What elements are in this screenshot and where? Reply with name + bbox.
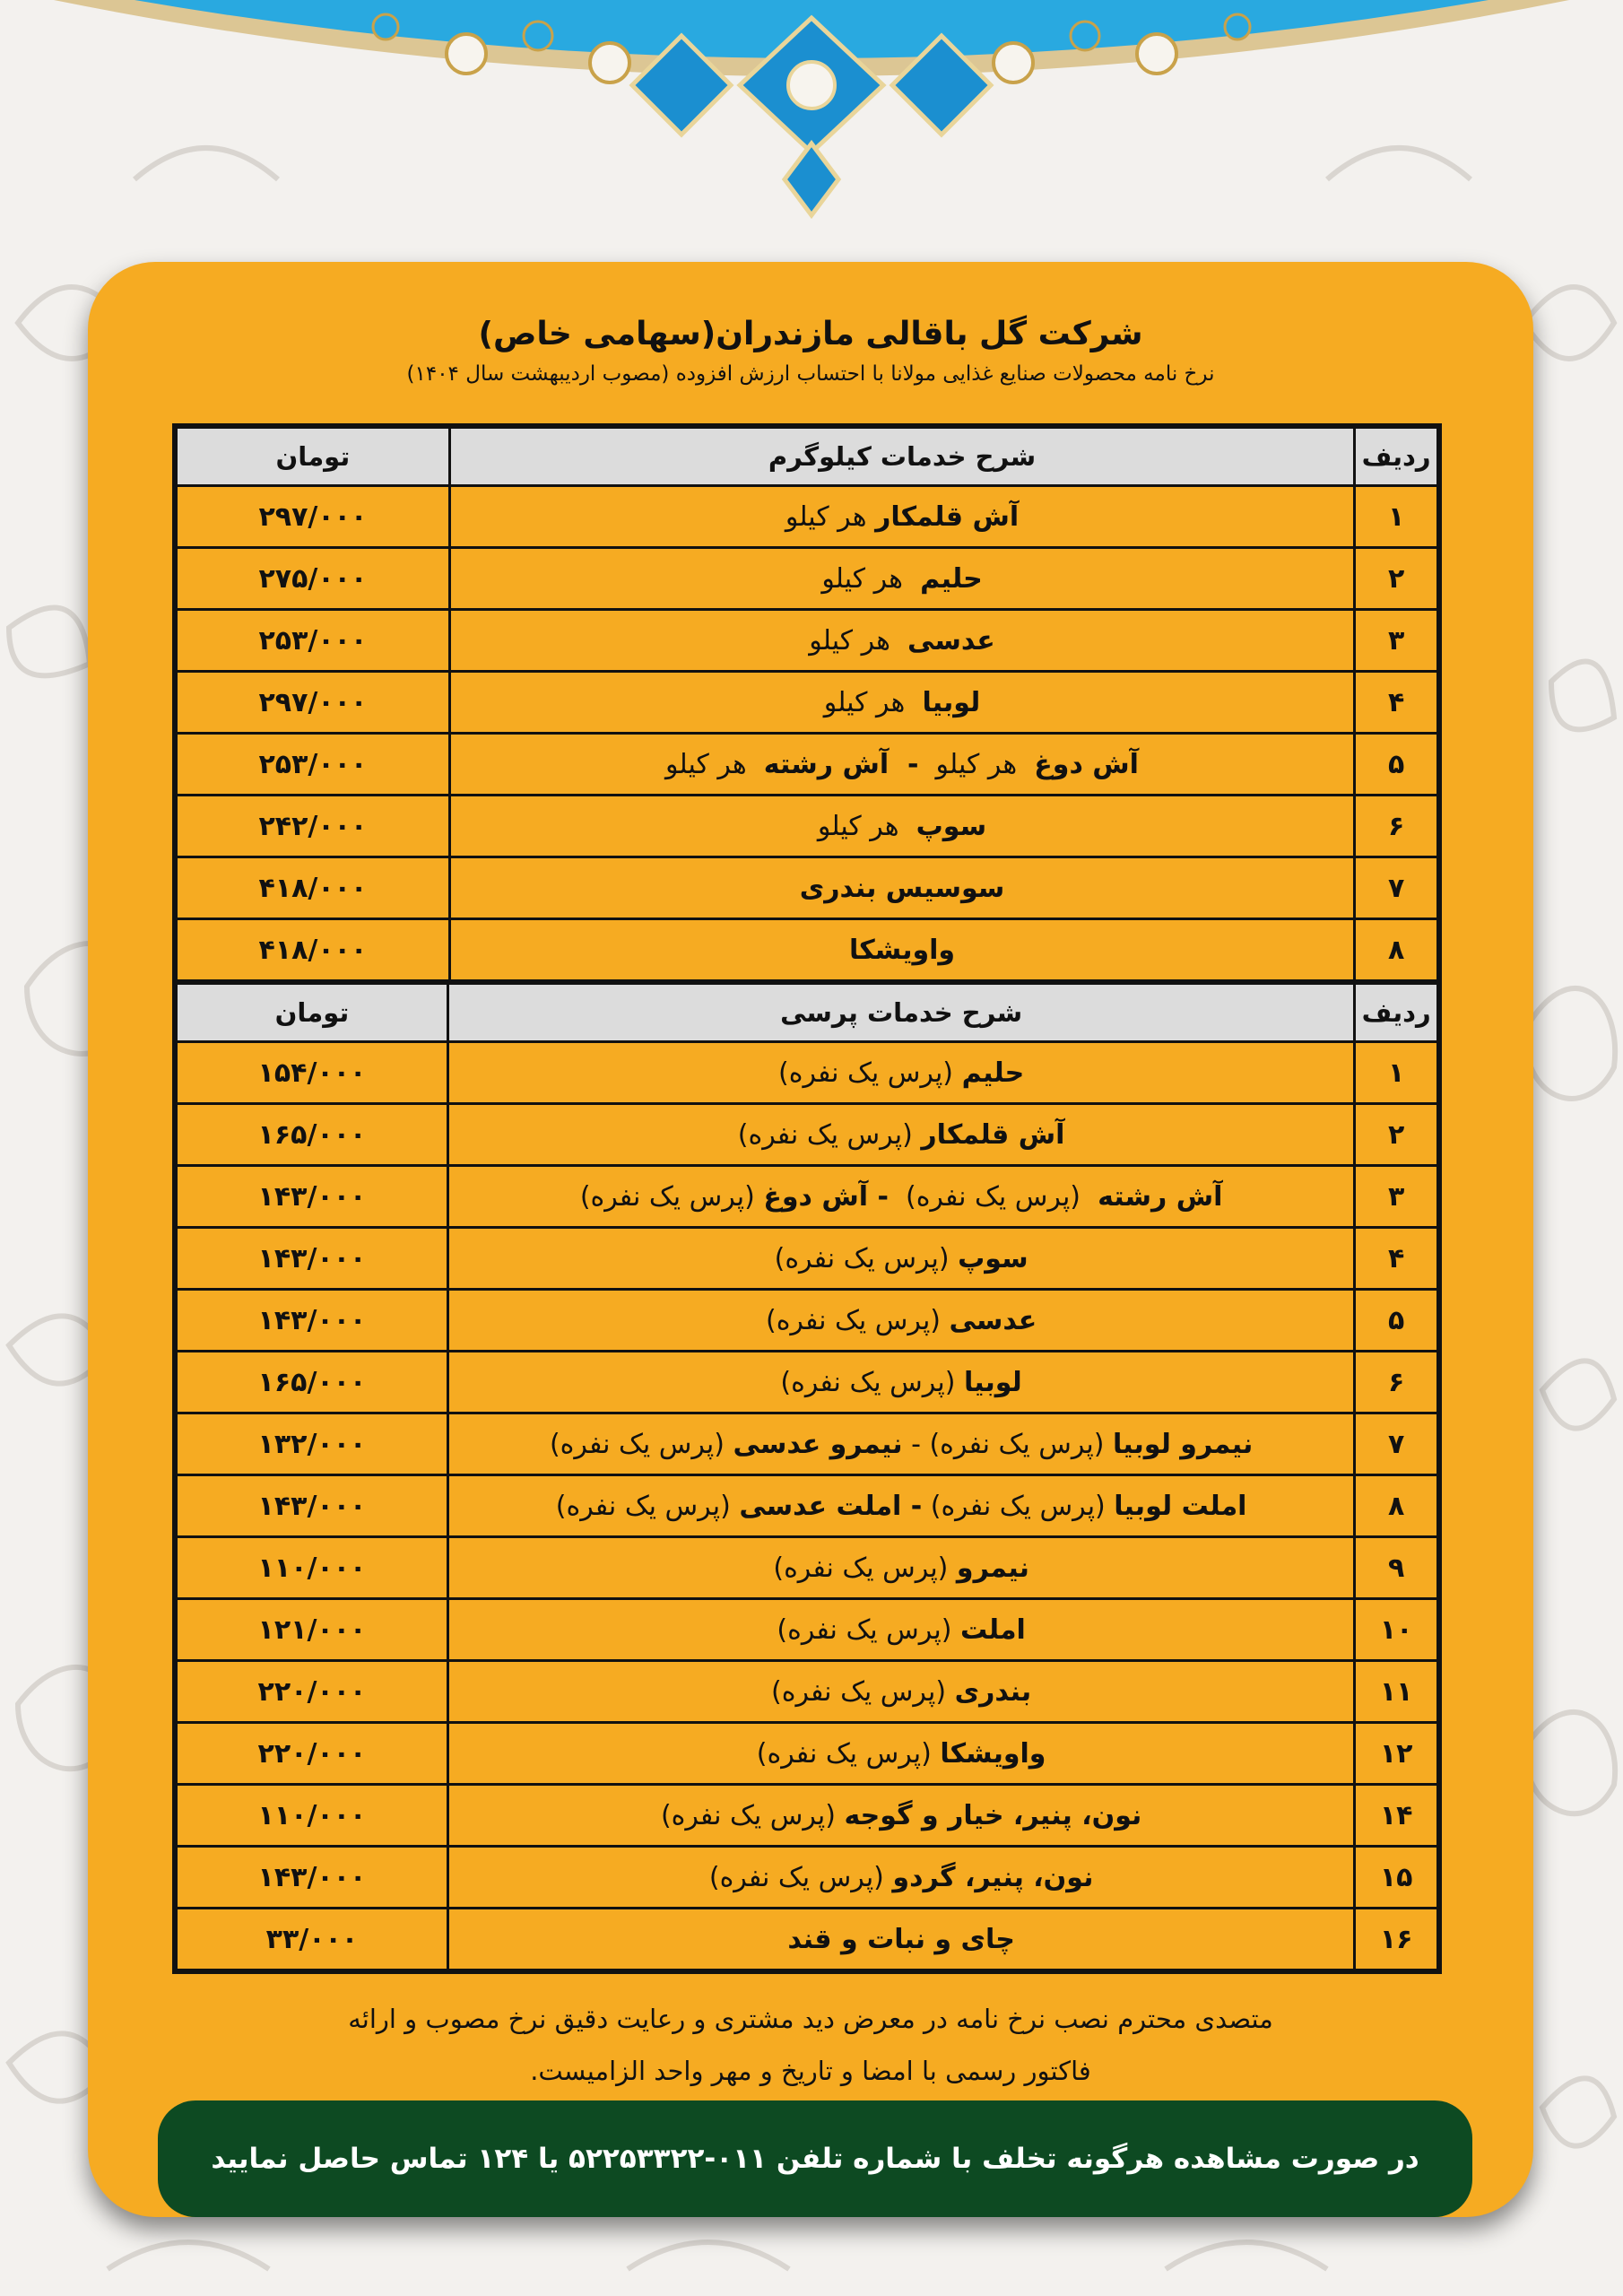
- item-description: [449, 796, 1354, 857]
- item-name: لوبیا: [963, 1366, 1022, 1398]
- item-name: نیمرو عدسی: [733, 1428, 903, 1460]
- item-name: بندری: [954, 1675, 1032, 1708]
- row-number: ۳: [1355, 1166, 1439, 1228]
- item-description: [447, 1537, 1355, 1599]
- item-name: سوپ: [916, 810, 987, 842]
- item-name: چای و نبات و قند: [787, 1923, 1015, 1955]
- item-price: ۱۲۱/۰۰۰: [175, 1599, 447, 1661]
- item-price: ۳۳/۰۰۰: [175, 1909, 447, 1972]
- header-row-number: ردیف: [1355, 982, 1439, 1042]
- item-description: [447, 1042, 1355, 1104]
- row-number: ۱۲: [1355, 1723, 1439, 1785]
- company-title: شرکت گل باقالی مازندران(سهامی خاص): [478, 316, 1143, 352]
- row-number: ۱: [1355, 1042, 1439, 1104]
- price-list-card: [88, 262, 1533, 2217]
- item-description: [449, 734, 1354, 796]
- row-number: ۹: [1355, 1537, 1439, 1599]
- notice-line-2: فاکتور رسمی با امضا و تاریخ و مهر واحد الزامیست.: [530, 2056, 1091, 2086]
- item-price: ۲۲۰/۰۰۰: [175, 1723, 447, 1785]
- row-number: ۵: [1355, 734, 1439, 796]
- item-name: حلیم: [920, 562, 983, 595]
- item-name: سوپ: [958, 1242, 1028, 1274]
- item-unit: (پرس یک نفره): [771, 1675, 955, 1708]
- item-unit: (پرس یک نفره): [766, 1304, 950, 1336]
- item-description: [447, 1104, 1355, 1166]
- item-unit: هر کیلو: [809, 624, 908, 657]
- row-number: ۸: [1355, 919, 1439, 983]
- item-unit: (پرس یک نفره): [708, 1861, 893, 1893]
- portion-price-table: [172, 979, 1442, 1974]
- item-name: واویشکا: [848, 934, 956, 966]
- item-price: ۲۲۰/۰۰۰: [175, 1661, 447, 1723]
- row-number: ۱۰: [1355, 1599, 1439, 1661]
- item-name: آش قلمکار: [921, 1118, 1065, 1151]
- row-number: ۲: [1355, 1104, 1439, 1166]
- item-description: [447, 1785, 1355, 1847]
- item-description: [449, 486, 1354, 548]
- item-unit: (پرس یک نفره): [555, 1490, 740, 1522]
- item-unit: (پرس یک نفره): [579, 1180, 764, 1213]
- item-description: [447, 1847, 1355, 1909]
- item-price: ۱۴۳/۰۰۰: [175, 1166, 447, 1228]
- item-unit: (پرس یک نفره): [773, 1552, 957, 1584]
- row-number: ۷: [1355, 1413, 1439, 1475]
- row-number: ۶: [1355, 796, 1439, 857]
- table-row: [175, 1599, 1439, 1661]
- table-row: [175, 1537, 1439, 1599]
- item-description: [447, 1290, 1355, 1352]
- table-row: [175, 1352, 1439, 1413]
- table-row: [175, 1042, 1439, 1104]
- item-unit: هر کیلو: [918, 748, 1035, 780]
- table-row: [175, 734, 1439, 796]
- item-price: ۱۶۵/۰۰۰: [175, 1352, 447, 1413]
- item-description: [447, 1723, 1355, 1785]
- item-price: ۲۵۳/۰۰۰: [175, 610, 449, 672]
- header-price: تومان: [175, 982, 447, 1042]
- item-description: [449, 857, 1354, 919]
- complaint-contact-bar: [158, 2100, 1472, 2217]
- item-unit: هر کیلو: [817, 810, 916, 842]
- item-unit: (پرس یک نفره): [549, 1428, 733, 1460]
- item-description: [447, 1475, 1355, 1537]
- item-name: - املت عدسی: [739, 1490, 923, 1522]
- row-number: ۱۴: [1355, 1785, 1439, 1847]
- item-price: ۲۷۵/۰۰۰: [175, 548, 449, 610]
- row-number: ۳: [1355, 610, 1439, 672]
- jewel-ornament: [0, 0, 1623, 233]
- item-description: [447, 1228, 1355, 1290]
- table-row: [175, 548, 1439, 610]
- row-number: ۴: [1355, 1228, 1439, 1290]
- row-number: ۱۶: [1355, 1909, 1439, 1972]
- item-description: [449, 548, 1354, 610]
- item-description: [449, 610, 1354, 672]
- item-unit: هر کیلو: [785, 500, 876, 533]
- item-name: - آش دوغ: [763, 1180, 889, 1213]
- table-row: [175, 1413, 1439, 1475]
- table-row: [175, 1475, 1439, 1537]
- item-description: [447, 1909, 1355, 1972]
- item-name: املت: [959, 1613, 1026, 1646]
- table-row: [175, 1785, 1439, 1847]
- item-price: ۱۳۲/۰۰۰: [175, 1413, 447, 1475]
- item-price: ۱۴۳/۰۰۰: [175, 1475, 447, 1537]
- table-row: [175, 796, 1439, 857]
- item-unit: (پرس یک نفره): [756, 1737, 941, 1770]
- item-description: [447, 1166, 1355, 1228]
- item-description: [447, 1661, 1355, 1723]
- table-row: [175, 1847, 1439, 1909]
- row-number: ۸: [1355, 1475, 1439, 1537]
- item-name: آش دوغ: [1034, 748, 1139, 780]
- item-unit: هر کیلو: [821, 562, 921, 595]
- item-price: ۴۱۸/۰۰۰: [175, 857, 449, 919]
- price-list-subtitle: نرخ نامه محصولات صنایع غذایی مولانا با احتساب ارزش افزوده (مصوب اردیبهشت سال ۱۴۰۴): [406, 362, 1215, 386]
- item-price: ۱۴۳/۰۰۰: [175, 1290, 447, 1352]
- table-row: [175, 610, 1439, 672]
- row-number: ۱۱: [1355, 1661, 1439, 1723]
- table-row: [175, 672, 1439, 734]
- item-price: ۱۴۳/۰۰۰: [175, 1847, 447, 1909]
- table-row: [175, 919, 1439, 983]
- item-name: واویشکا: [940, 1737, 1046, 1770]
- item-name: نون، پنیر، گردو: [892, 1861, 1094, 1893]
- item-name: نون، پنیر، خیار و گوجه: [844, 1799, 1142, 1831]
- item-unit: (پرس یک نفره): [780, 1366, 964, 1398]
- item-name: آش قلمکار: [875, 500, 1020, 533]
- table-row: [175, 486, 1439, 548]
- item-description: [449, 919, 1354, 983]
- item-description: [449, 672, 1354, 734]
- table-row: [175, 1661, 1439, 1723]
- item-price: ۲۹۷/۰۰۰: [175, 672, 449, 734]
- table-row: [175, 1228, 1439, 1290]
- item-name: - آش رشته: [763, 748, 919, 780]
- row-number: ۱: [1355, 486, 1439, 548]
- item-description: [447, 1413, 1355, 1475]
- table-row: [175, 1290, 1439, 1352]
- table-header-row: [175, 426, 1439, 486]
- header-price: تومان: [175, 426, 449, 486]
- item-price: ۱۱۰/۰۰۰: [175, 1785, 447, 1847]
- item-price: ۴۱۸/۰۰۰: [175, 919, 449, 983]
- row-number: ۲: [1355, 548, 1439, 610]
- item-unit: (پرس یک نفره): [778, 1057, 962, 1089]
- complaint-contact-text: در صورت مشاهده هرگونه تخلف با شماره تلفن ۰۱۱-۵۲۲۵۳۳۲۲ یا ۱۲۴ تماس حاصل نمایید: [211, 2143, 1419, 2175]
- item-name: عدسی: [949, 1304, 1037, 1336]
- header-description: شرح خدمات کیلوگرم: [449, 426, 1354, 486]
- table-row: [175, 1723, 1439, 1785]
- item-price: ۱۶۵/۰۰۰: [175, 1104, 447, 1166]
- table-row: [175, 1166, 1439, 1228]
- item-name: حلیم: [961, 1057, 1025, 1089]
- item-price: ۱۱۰/۰۰۰: [175, 1537, 447, 1599]
- item-price: ۲۴۲/۰۰۰: [175, 796, 449, 857]
- row-number: ۵: [1355, 1290, 1439, 1352]
- item-unit: (پرس یک نفره): [777, 1613, 960, 1646]
- item-unit: (پرس یک نفره) -: [902, 1428, 1114, 1460]
- item-unit: (پرس یک نفره): [774, 1242, 959, 1274]
- item-name: آش رشته: [1098, 1180, 1223, 1213]
- item-unit: (پرس یک نفره): [888, 1180, 1098, 1213]
- table-row: [175, 1104, 1439, 1166]
- table-header-row: [175, 982, 1439, 1042]
- item-name: عدسی: [907, 624, 995, 657]
- notice-text: [88, 1993, 1533, 2097]
- item-unit: (پرس یک نفره): [660, 1799, 845, 1831]
- item-price: ۲۵۳/۰۰۰: [175, 734, 449, 796]
- item-unit: هر کیلو: [665, 748, 764, 780]
- header-description: شرح خدمات پرسی: [447, 982, 1355, 1042]
- item-unit: (پرس یک نفره): [922, 1490, 1115, 1522]
- item-name: سوسیس بندری: [799, 872, 1005, 904]
- table-row: [175, 1909, 1439, 1972]
- row-number: ۴: [1355, 672, 1439, 734]
- row-number: ۱۵: [1355, 1847, 1439, 1909]
- header-row-number: ردیف: [1355, 426, 1439, 486]
- row-number: ۶: [1355, 1352, 1439, 1413]
- item-name: لوبیا: [922, 686, 981, 718]
- item-name: املت لوبیا: [1114, 1490, 1247, 1522]
- kilogram-price-table: [172, 423, 1442, 985]
- row-number: ۷: [1355, 857, 1439, 919]
- notice-line-1: متصدی محترم نصب نرخ نامه در معرض دید مشتری و رعایت دقیق نرخ مصوب و ارائه: [348, 2004, 1273, 2034]
- item-price: ۱۴۳/۰۰۰: [175, 1228, 447, 1290]
- item-name: نیمرو: [956, 1552, 1029, 1584]
- item-price: ۱۵۴/۰۰۰: [175, 1042, 447, 1104]
- table-row: [175, 857, 1439, 919]
- item-description: [447, 1352, 1355, 1413]
- item-price: ۲۹۷/۰۰۰: [175, 486, 449, 548]
- item-description: [447, 1599, 1355, 1661]
- item-name: نیمرو لوبیا: [1113, 1428, 1254, 1460]
- item-unit: (پرس یک نفره): [737, 1118, 922, 1151]
- item-unit: هر کیلو: [823, 686, 923, 718]
